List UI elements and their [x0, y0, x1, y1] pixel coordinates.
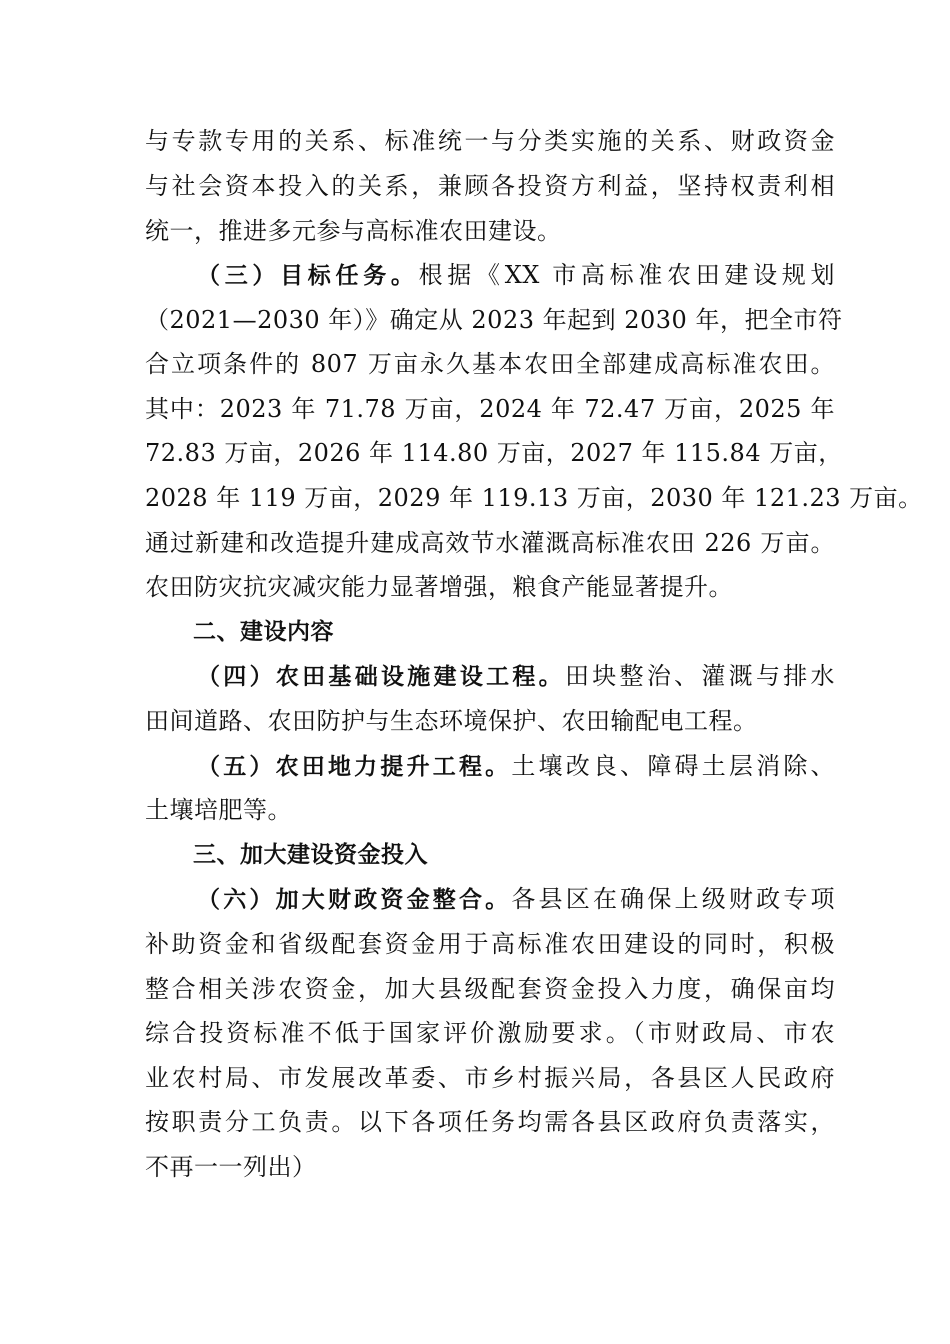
target-line-7: 通过新建和改造提升建成高效节水灌溉高标准农田 226 万亩。 — [145, 529, 835, 557]
target-lead: （三）目标任务。 — [197, 263, 419, 289]
item-6-lead: （六）加大财政资金整合。 — [197, 887, 512, 913]
target-paragraph-first-line — [197, 260, 835, 291]
item-4-lead: （四）农田基础设施建设工程。 — [197, 664, 565, 690]
item-6-line-7: 不再一一列出） — [145, 1153, 317, 1181]
target-line-2: （2021—2030 年）》确定从 2023 年起到 2030 年，把全市符 — [145, 306, 843, 334]
target-line-4: 其中：2023 年 71.78 万亩，2024 年 72.47 万亩，2025 年 — [145, 395, 835, 423]
intro-line-3: 统一，推进多元参与高标准农田建设。 — [145, 217, 562, 245]
item-4-first-line — [197, 661, 835, 692]
section-2-heading: 二、建设内容 — [193, 619, 334, 645]
section-3-heading: 三、加大建设资金投入 — [193, 842, 428, 868]
target-line-1-rest: 根据《XX 市高标准农田建设规划 — [418, 261, 836, 289]
item-6-line-3: 整合相关涉农资金，加大县级配套资金投入力度，确保亩均 — [145, 975, 835, 1003]
target-line-6: 2028 年 119 万亩，2029 年 119.13 万亩，2030 年 121.23 万亩。 — [145, 484, 923, 512]
item-5-line-2: 土壤培肥等。 — [145, 796, 292, 824]
target-line-8: 农田防灾抗灾减灾能力显著增强，粮食产能显著提升。 — [145, 573, 733, 601]
item-6-line-2: 补助资金和省级配套资金用于高标准农田建设的同时，积极 — [145, 930, 835, 958]
item-5-line-1-rest: 土壤改良、障碍土层消除、 — [511, 752, 836, 780]
intro-line-2: 与社会资本投入的关系，兼顾各投资方利益，坚持权责利相 — [145, 172, 835, 200]
item-6-first-line — [197, 884, 835, 915]
target-line-3: 合立项条件的 807 万亩永久基本农田全部建成高标准农田。 — [145, 350, 835, 378]
item-6-line-6: 按职责分工负责。以下各项任务均需各县区政府负责落实， — [145, 1108, 835, 1136]
item-4-line-1-rest: 田块整治、灌溉与排水 — [564, 662, 836, 690]
item-4-line-2: 田间道路、农田防护与生态环境保护、农田输配电工程。 — [145, 707, 758, 735]
target-line-5: 72.83 万亩，2026 年 114.80 万亩，2027 年 115.84 万亩， — [145, 439, 843, 467]
item-6-line-4: 综合投资标准不低于国家评价激励要求。（市财政局、市农 — [145, 1019, 835, 1047]
item-5-lead: （五）农田地力提升工程。 — [197, 754, 512, 780]
item-5-first-line — [197, 751, 835, 782]
item-6-line-5: 业农村局、市发展改革委、市乡村振兴局，各县区人民政府 — [145, 1064, 835, 1092]
item-6-line-1-rest: 各县区在确保上级财政专项 — [511, 885, 836, 913]
intro-line-1: 与专款专用的关系、标准统一与分类实施的关系、财政资金 — [145, 127, 835, 155]
